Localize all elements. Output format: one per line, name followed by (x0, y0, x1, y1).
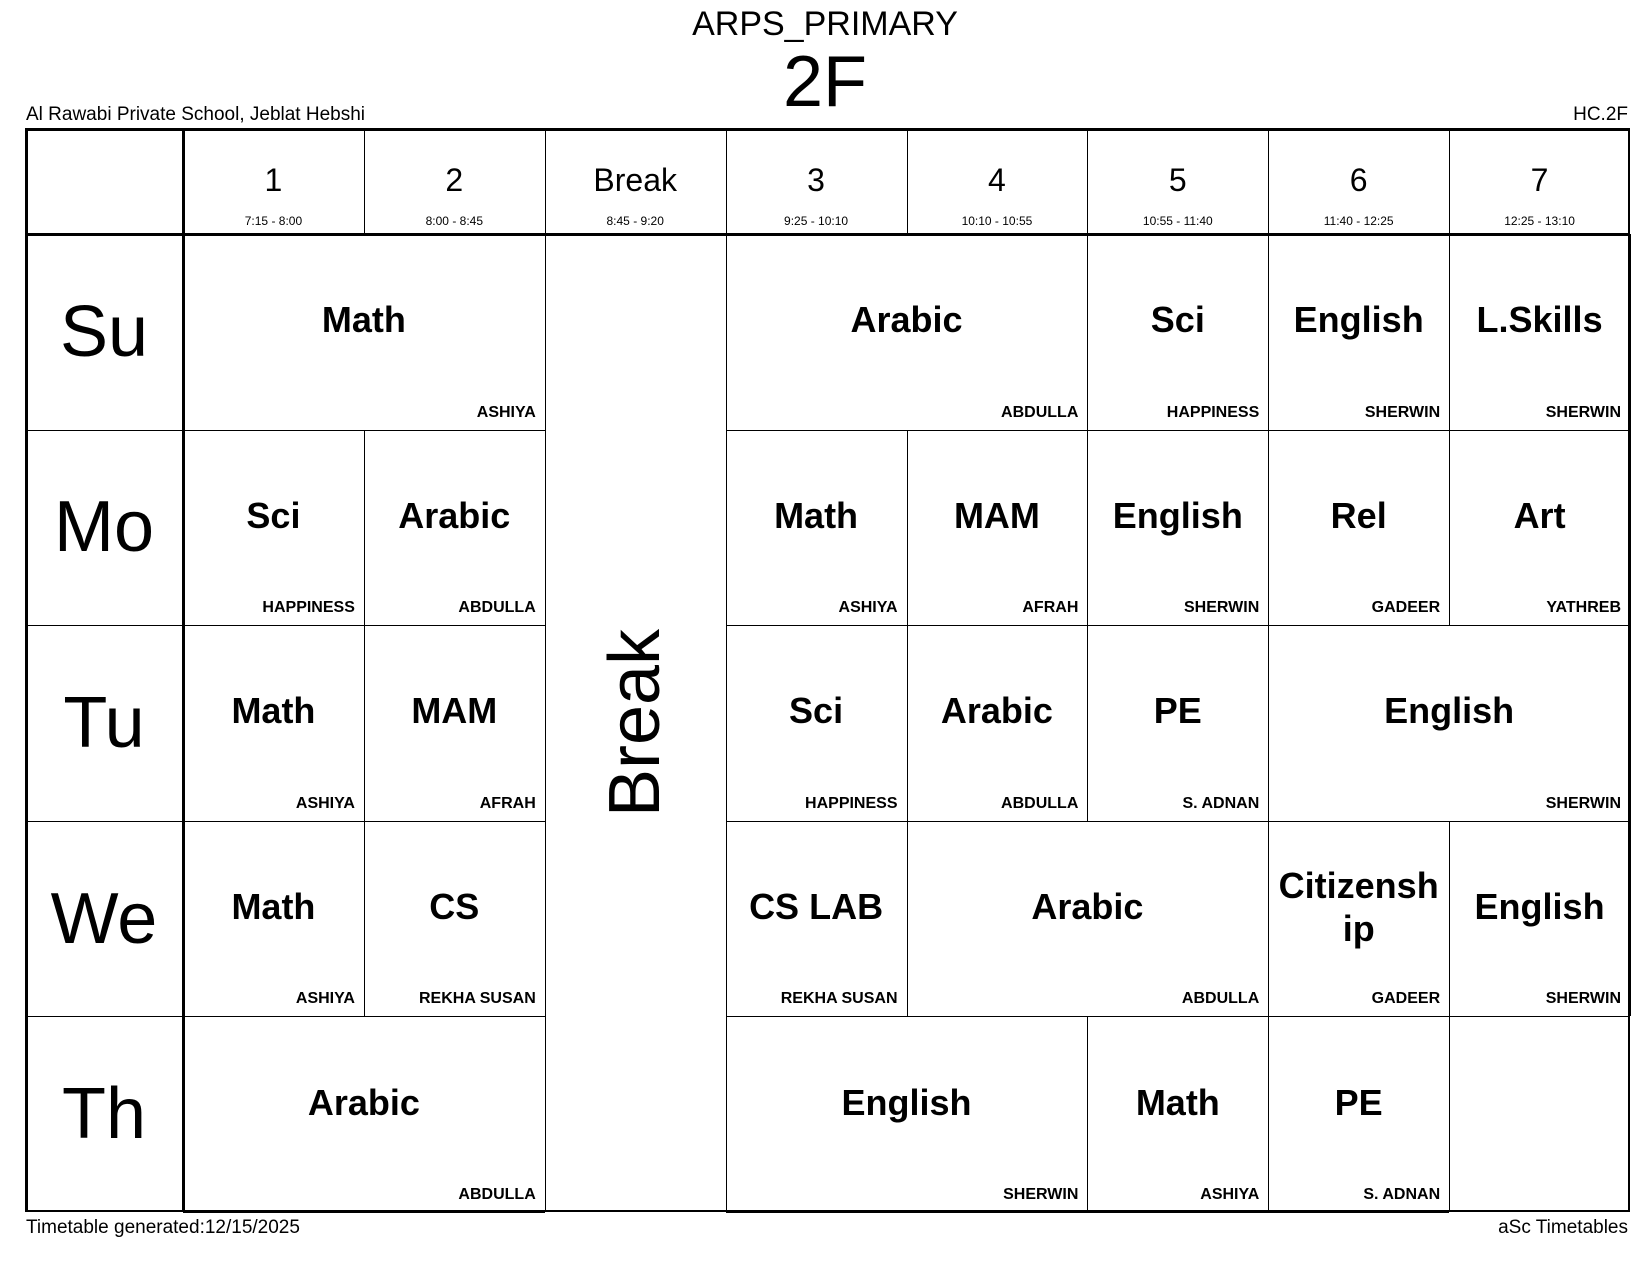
cell-line (364, 625, 365, 821)
cell-line (183, 234, 184, 430)
day-divider (25, 821, 183, 822)
cell-line (907, 821, 908, 1017)
lesson-cell (183, 1016, 545, 1212)
lesson-teacher: ABDULLA (458, 599, 536, 617)
lesson-subject: MAM (411, 690, 498, 732)
cell-line (1268, 1016, 1269, 1212)
lesson-cell (364, 430, 545, 626)
lesson-subject: English (1112, 494, 1243, 536)
lesson-cell (1268, 625, 1630, 821)
class-code: HC.2F (1573, 104, 1628, 125)
header-divider (1087, 128, 1088, 234)
lesson-teacher: ASHIYA (1200, 1185, 1260, 1203)
period-time: 8:00 - 8:45 (425, 214, 483, 228)
lesson-teacher: YATHREB (1546, 599, 1621, 617)
cell-line (545, 234, 546, 1212)
lesson-subject: CS (429, 886, 480, 928)
lesson-teacher: SHERWIN (1364, 403, 1441, 421)
day-header (25, 430, 183, 626)
cell-line (1630, 821, 1631, 1017)
timetable-grid (25, 128, 1630, 1212)
period-number: 2 (445, 162, 464, 198)
lesson-teacher: ASHIYA (295, 990, 355, 1008)
lesson-cell (1449, 430, 1630, 626)
lesson-cell (1087, 430, 1268, 626)
cell-line (1630, 234, 1631, 430)
cell-line (1087, 234, 1268, 235)
header-divider (907, 128, 908, 234)
cell-line (1268, 1212, 1449, 1213)
cell-line (1087, 430, 1088, 626)
lesson-subject: CS LAB (749, 886, 884, 928)
lesson-subject: Arabic (940, 690, 1053, 732)
break-label: Break (595, 628, 676, 818)
lesson-subject: Arabic (850, 299, 963, 341)
period-time: 11:40 - 12:25 (1323, 214, 1394, 228)
cell-line (726, 625, 907, 626)
day-divider (25, 430, 183, 431)
cell-line (1268, 1016, 1449, 1017)
grid-border-left (25, 128, 28, 1212)
cell-line (907, 625, 1088, 626)
header-divider (545, 128, 546, 234)
cell-line (1087, 1016, 1268, 1017)
lesson-teacher: SHERWIN (1545, 403, 1621, 421)
lesson-subject: English (841, 1081, 972, 1123)
corner-cell (25, 128, 183, 234)
lesson-cell (726, 234, 1088, 430)
cell-line (183, 234, 545, 235)
header-divider (1268, 128, 1269, 234)
lesson-subject: Sci (246, 494, 301, 536)
lesson-cell (1087, 234, 1268, 430)
cell-line (726, 1016, 1088, 1017)
day-label: We (50, 878, 158, 959)
cell-line (1268, 821, 1269, 1017)
lesson-teacher: REKHA SUSAN (419, 990, 536, 1008)
lesson-subject: Rel (1330, 494, 1387, 536)
cell-line (726, 234, 727, 1212)
lesson-teacher: HAPPINESS (805, 794, 898, 812)
cell-line (183, 1016, 545, 1017)
lesson-subject: English (1293, 299, 1424, 341)
period-time: 10:55 - 11:40 (1142, 214, 1213, 228)
lesson-teacher: S. ADNAN (1363, 1185, 1441, 1203)
day-label: Tu (63, 682, 145, 763)
lesson-subject: PE (1334, 1081, 1383, 1123)
cell-line (1449, 821, 1450, 1017)
lesson-subject: Sci (789, 690, 844, 732)
lesson-subject: Sci (1150, 299, 1205, 341)
lesson-teacher: SHERWIN (1003, 1185, 1079, 1203)
lesson-teacher: SHERWIN (1545, 794, 1621, 812)
period-header (364, 128, 545, 234)
lesson-teacher: AFRAH (479, 794, 536, 812)
lesson-cell (1268, 1016, 1449, 1212)
school-name: Al Rawabi Private School, Jeblat Hebshi (26, 104, 366, 125)
lesson-cell (183, 430, 364, 626)
period-number: 6 (1349, 162, 1368, 198)
cell-line (1449, 234, 1450, 430)
period-number: 3 (807, 162, 825, 198)
day-divider (25, 625, 183, 626)
header-divider (1449, 128, 1450, 234)
cell-line (907, 625, 908, 821)
break-column (545, 234, 726, 1212)
period-header (1087, 128, 1268, 234)
cell-line (1449, 430, 1630, 431)
cell-line (1268, 234, 1449, 235)
lesson-subject: Art (1513, 494, 1566, 536)
footer-generated-date: Timetable generated:12/15/2025 (26, 1217, 300, 1238)
cell-line (726, 821, 907, 822)
cell-line (183, 1016, 184, 1212)
lesson-cell (183, 821, 364, 1017)
day-header (25, 625, 183, 821)
lesson-subject: Arabic (1031, 886, 1144, 928)
period-number: 1 (264, 162, 283, 198)
cell-line (1449, 1016, 1450, 1212)
lesson-cell (907, 430, 1088, 626)
cell-line (907, 821, 1269, 822)
lesson-teacher: ABDULLA (1001, 794, 1079, 812)
period-header (1268, 128, 1449, 234)
cell-line (1449, 1016, 1630, 1017)
lesson-subject: L.Skills (1476, 299, 1603, 341)
lesson-subject: Math (774, 494, 859, 536)
class-name: 2F (782, 42, 868, 122)
day-header (25, 1016, 183, 1212)
lesson-cell (364, 821, 545, 1017)
cell-line (726, 430, 907, 431)
lesson-teacher: HAPPINESS (262, 599, 355, 617)
cell-line (1268, 625, 1630, 626)
lesson-cell (726, 821, 907, 1017)
document-title: ARPS_PRIMARY (692, 5, 958, 43)
cell-line (1087, 625, 1088, 821)
period-header (183, 128, 364, 234)
lesson-subject: MAM (953, 494, 1040, 536)
lesson-subject: Arabic (398, 494, 511, 536)
lesson-cell (364, 625, 545, 821)
cell-line (1087, 1212, 1268, 1213)
cell-line (364, 821, 365, 1017)
lesson-teacher: HAPPINESS (1166, 403, 1260, 421)
day-divider (25, 1016, 183, 1017)
lesson-teacher: REKHA SUSAN (780, 990, 898, 1008)
lesson-cell (907, 821, 1269, 1017)
lesson-cell (1087, 1016, 1268, 1212)
footer-app-name: aSc Timetables (1498, 1217, 1628, 1238)
cell-line (364, 821, 545, 822)
cell-line (726, 1212, 1088, 1213)
lesson-subject: Citizenship (1278, 864, 1439, 949)
cell-line (1087, 430, 1268, 431)
cell-line (1268, 625, 1269, 821)
cell-line (1449, 430, 1450, 626)
period-number: 7 (1530, 162, 1549, 198)
period-time: 10:10 - 10:55 (961, 214, 1033, 228)
cell-line (364, 430, 365, 626)
period-number: Break (593, 162, 677, 198)
cell-line (1630, 625, 1631, 821)
lesson-cell (726, 1016, 1088, 1212)
cell-line (1449, 821, 1630, 822)
cell-line (1087, 1016, 1088, 1212)
cell-line (183, 625, 364, 626)
lesson-subject: PE (1153, 690, 1202, 732)
lesson-cell (1449, 821, 1630, 1017)
period-time: 12:25 - 13:10 (1504, 214, 1575, 228)
lesson-subject: Arabic (307, 1081, 420, 1123)
lesson-teacher: SHERWIN (1545, 990, 1621, 1008)
cell-line (364, 625, 545, 626)
lesson-subject: Math (321, 299, 406, 341)
cell-line (1268, 430, 1269, 626)
period-number: 4 (988, 162, 1006, 198)
cell-line (1087, 234, 1088, 430)
period-time: 9:25 - 10:10 (784, 214, 849, 228)
header-divider (726, 128, 727, 234)
cell-line (183, 625, 184, 821)
cell-line (1449, 234, 1630, 235)
lesson-subject: English (1474, 886, 1605, 928)
cell-line (183, 821, 364, 822)
period-time: 8:45 - 9:20 (606, 214, 664, 228)
cell-line (1630, 430, 1631, 626)
cell-line (1268, 430, 1449, 431)
day-label: Su (59, 291, 149, 372)
lesson-teacher: ASHIYA (476, 403, 536, 421)
lesson-teacher: S. ADNAN (1182, 794, 1260, 812)
cell-line (726, 234, 1088, 235)
lesson-teacher: GADEER (1371, 990, 1441, 1008)
lesson-teacher: AFRAH (1022, 599, 1079, 617)
lesson-teacher: ABDULLA (458, 1185, 536, 1203)
lesson-teacher: ABDULLA (1001, 403, 1079, 421)
cell-line (183, 821, 184, 1017)
lesson-cell (726, 625, 907, 821)
period-header (1449, 128, 1630, 234)
cell-line (907, 430, 908, 626)
day-label: Th (61, 1074, 147, 1155)
day-label: Mo (53, 487, 155, 568)
lesson-teacher: ABDULLA (1181, 990, 1260, 1008)
cell-line (1268, 234, 1269, 430)
lesson-subject: Math (231, 886, 316, 928)
empty-cell (1449, 1016, 1630, 1212)
lesson-cell (726, 430, 907, 626)
lesson-cell (907, 625, 1088, 821)
lesson-cell (183, 234, 545, 430)
lesson-teacher: GADEER (1371, 599, 1441, 617)
lesson-subject: Math (231, 690, 316, 732)
day-header (25, 821, 183, 1017)
period-header (545, 128, 726, 234)
lesson-teacher: SHERWIN (1183, 599, 1260, 617)
period-header (907, 128, 1088, 234)
day-header (25, 234, 183, 430)
lesson-cell (1268, 430, 1449, 626)
lesson-cell (1268, 234, 1449, 430)
cell-line (1268, 821, 1449, 822)
lesson-subject: Math (1135, 1081, 1220, 1123)
lesson-cell (183, 625, 364, 821)
cell-line (183, 430, 184, 626)
cell-line (183, 430, 364, 431)
lesson-teacher: ASHIYA (295, 794, 355, 812)
cell-line (907, 430, 1088, 431)
lesson-cell (1268, 821, 1449, 1017)
cell-line (364, 430, 545, 431)
period-time: 7:15 - 8:00 (244, 214, 303, 228)
header-divider (364, 128, 365, 234)
period-number: 5 (1168, 162, 1187, 198)
cell-line (1087, 625, 1268, 626)
period-header (726, 128, 907, 234)
cell-line (183, 1212, 545, 1213)
lesson-teacher: ASHIYA (838, 599, 898, 617)
lesson-cell (1449, 234, 1630, 430)
lesson-cell (1087, 625, 1268, 821)
lesson-subject: English (1384, 690, 1515, 732)
grid-border-top (25, 128, 1630, 131)
